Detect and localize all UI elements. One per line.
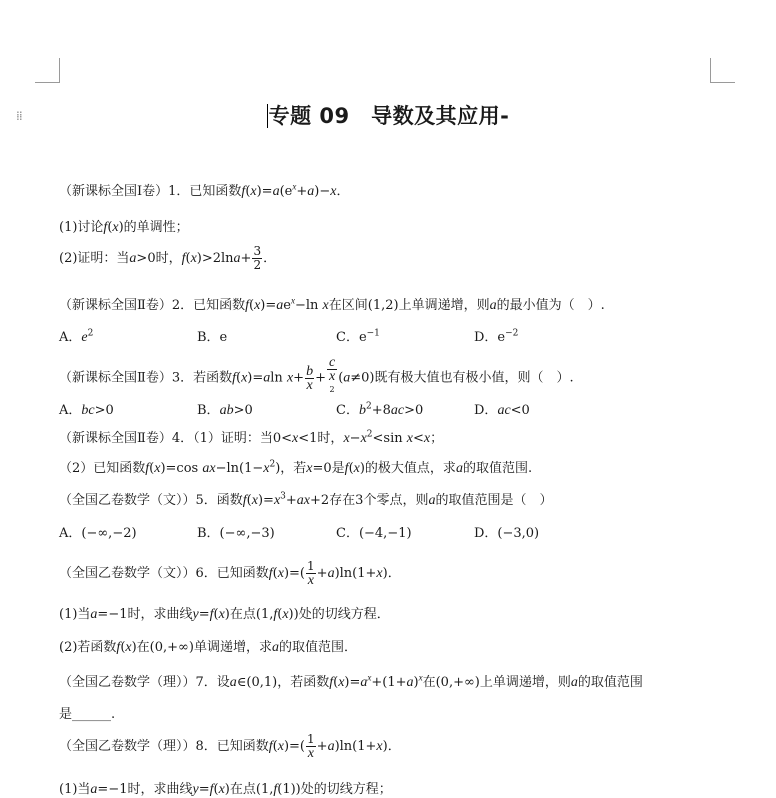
question-3-option-d[interactable]: D．ac<0	[474, 403, 530, 418]
question-1-stem: （新课标全国Ⅰ卷）1．已知函数$f(x)=a(e^x+a)-x$．	[59, 181, 350, 199]
question-3-option-a[interactable]: A．bc>0	[59, 403, 114, 418]
question-4-stem: （新课标全国Ⅱ卷）4．（1）证明：当0<x<1时，$x-x^2<\sin$ x<x；	[59, 429, 444, 446]
document-title[interactable]	[0, 100, 776, 130]
question-5-option-a[interactable]: A．(−∞,−2)	[59, 526, 137, 541]
text-cursor	[267, 104, 268, 128]
question-1-part-1: (1)讨论f(x)的单调性；	[59, 220, 189, 235]
question-2-option-c[interactable]: C．$e^{-1}$	[336, 328, 380, 345]
question-3-option-b[interactable]: B．ab>0	[197, 403, 253, 418]
question-7-stem: （全国乙卷数学（理））7．设a∈(0,1)，若函数$f(x)=a^x+(1+a)^x$在(0,+∞)上单调递增，则a的取值范围	[59, 672, 643, 690]
question-1-part-2: (2)证明：当a>0时，f(x)>2lna+ $\frac{3}{2}$ ．	[59, 244, 277, 272]
question-5-option-c[interactable]: C．(−4,−1)	[336, 526, 412, 541]
question-2-option-d[interactable]: D．$e^{-2}$	[474, 328, 519, 345]
question-5-option-d[interactable]: D．(−3,0)	[474, 526, 540, 541]
question-8-stem: （全国乙卷数学（理））8．已知函数f(x)=( $\frac{1}{x}$ +a)ln(1+x)．	[59, 732, 401, 761]
question-6-stem: （全国乙卷数学（文））6．已知函数f(x)=( $\frac{1}{x}$ +a)ln(1+x)．	[59, 559, 401, 588]
question-5-stem: （全国乙卷数学（文））5．函数$f(x)=x^3+ax+2$存在3个零点，则a的取值范围是（ ）	[59, 491, 553, 508]
question-2-option-b[interactable]: B．e	[197, 330, 228, 345]
margin-corner-top-right	[710, 58, 735, 83]
question-6-part-1: (1)当a=−1时，求曲线y=f(x)在点(1,f(x))处的切线方程．	[59, 607, 390, 622]
drag-handle-icon[interactable]: ⁞⁞	[16, 109, 22, 123]
question-2-option-a[interactable]: A．$e^2$	[59, 328, 94, 345]
question-5-option-b[interactable]: B．(−∞,−3)	[197, 526, 275, 541]
question-8-part-1: (1)当a=−1时，求曲线y=f(x)在点(1,f(1))处的切线方程；	[59, 782, 392, 797]
question-2-stem: （新课标全国Ⅱ卷）2．已知函数$f(x)=ae^x-\ln$ x在区间(1,2)上单调递增，则a的最小值为（ ）.	[59, 295, 605, 313]
question-7-continuation: 是______.	[59, 707, 116, 722]
question-3-option-c[interactable]: C．$b^2+8ac>0$	[336, 401, 424, 418]
document-title-text: 专题 09 导数及其应用-	[268, 104, 510, 128]
margin-corner-top-left	[35, 58, 60, 83]
question-6-part-2: (2)若函数f(x)在(0,+∞)单调递增，求a的取值范围．	[59, 640, 357, 655]
question-3-stem: （新课标全国Ⅱ卷）3．若函数f(x)=aln x+ $\frac{b}{x}$ + c x $^2$ (a≠0)既有极大值也有极小值，则（ ）.	[59, 355, 574, 394]
question-4-part-2: （2）已知函数f(x)=cos $ax-\ln(1-x^2)$，若x=0是f(x)的极大值点，求a的取值范围.	[59, 459, 533, 476]
